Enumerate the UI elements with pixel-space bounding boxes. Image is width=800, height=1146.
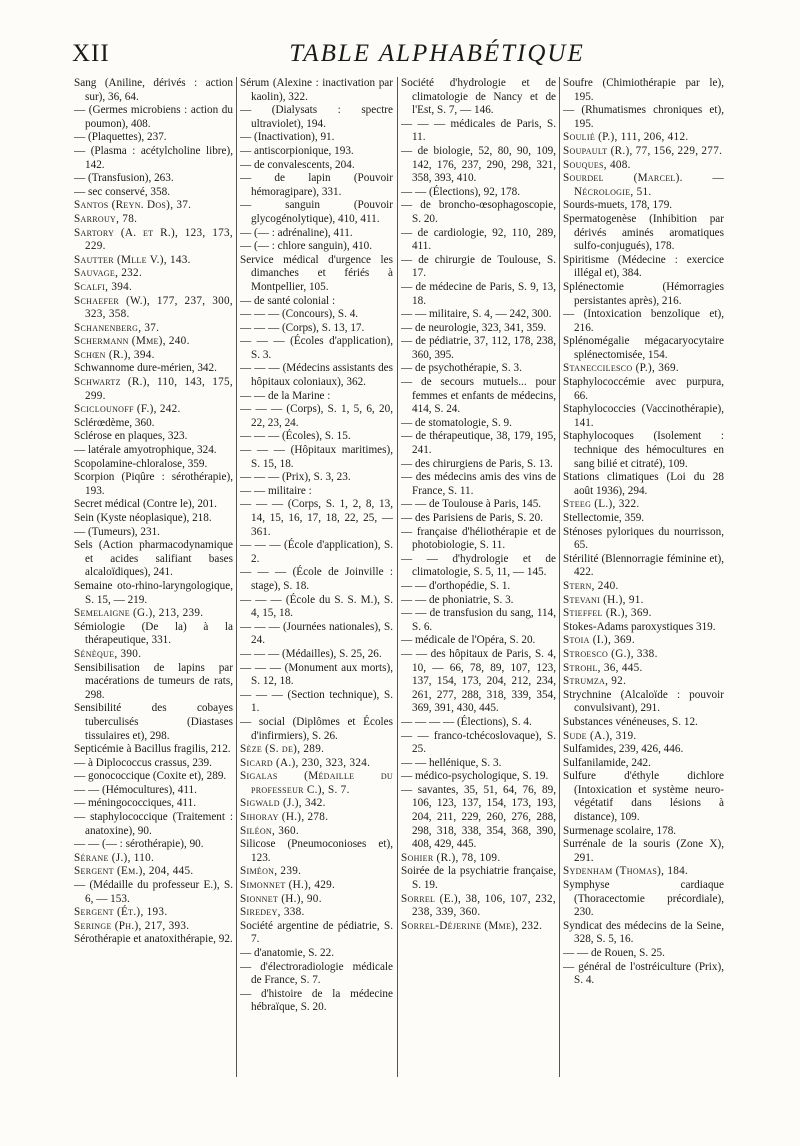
index-entry: — — (Hémocultures), 411. xyxy=(74,783,197,796)
index-entry: Sude (A.), 319. xyxy=(563,729,637,742)
index-entry: Schanenberg, 37. xyxy=(74,321,160,334)
index-entry: Stern, 240. xyxy=(563,579,619,592)
index-entry: — sanguin (Pouvoir glycogénolytique), 410, 411. xyxy=(240,199,393,225)
index-column-3 xyxy=(401,77,556,1077)
index-entry: — latérale amyotrophique, 324. xyxy=(74,444,217,457)
index-entry: Sergent (Em.), 204, 445. xyxy=(74,865,194,878)
index-entry: Sérothérapie et anatoxithérapie, 92. xyxy=(74,933,233,946)
index-entry: — (Intoxication benzolique et), 216. xyxy=(563,308,724,334)
index-entry: Strychnine (Alcaloïde : pouvoir convulsivant), 291. xyxy=(563,688,724,715)
index-entry: Sohier (R.), 78, 109. xyxy=(401,851,501,864)
index-entry: — — de Rouen, S. 25. xyxy=(563,947,665,959)
index-entry: Sartory (A. et R.), 123, 173, 229. xyxy=(74,226,233,253)
index-entry: Sourdel (Marcel). — Nécrologie, 51. xyxy=(563,172,724,198)
column-divider xyxy=(559,77,560,1077)
index-entry: Strumza, 92. xyxy=(563,675,627,688)
index-entry: Sensibilité des cobayes tuberculisés (Diastases tissulaires et), 298. xyxy=(74,702,233,742)
index-entry: — — — (Monument aux morts), S. 12, 18. xyxy=(240,661,393,688)
index-entry: Sergent (Ét.), 193. xyxy=(74,906,168,919)
index-entry: — des Parisiens de Paris, S. 20. xyxy=(401,512,544,524)
index-entry: Siredey, 338. xyxy=(240,906,305,919)
index-entry: — de neurologie, 323, 341, 359. xyxy=(401,321,547,334)
index-entry: Sulfanilamide, 242. xyxy=(563,756,651,769)
index-entry: Stations climatiques (Loi du 28 août 1936), 294. xyxy=(563,471,724,497)
index-entry: Staneccilesco (P.), 369. xyxy=(563,362,679,375)
page-header xyxy=(72,38,724,74)
index-entry: — de chirurgie de Toulouse, S. 17. xyxy=(401,253,556,280)
index-entry: Stoia (I.), 369. xyxy=(563,634,635,647)
index-entry: — — d'hydrologie et de climatologie, S. 5, 11, — 145. xyxy=(401,552,556,579)
index-entry: Steeg (L.), 322. xyxy=(563,498,640,511)
index-entry: — de stomatologie, S. 9. xyxy=(401,416,512,429)
index-entry: — — — (École du S. S. M.), S. 4, 15, 18. xyxy=(240,593,393,620)
index-entry: Société argentine de pédiatrie, S. 7. xyxy=(240,919,393,946)
index-entry: Schœn (R.), 394. xyxy=(74,348,155,361)
index-entry: — — — (École de Joinville : stage), S. 18. xyxy=(240,566,393,592)
index-entry: Stérilité (Blennorragie féminine et), 422. xyxy=(563,552,724,579)
index-entry: Stokes-Adams paroxystiques 319. xyxy=(563,620,716,633)
index-entry: — sec conservé, 358. xyxy=(74,185,170,198)
index-entry: — antiscorpionique, 193. xyxy=(240,144,354,157)
index-entry: — de convalescents, 204. xyxy=(240,158,355,171)
index-entry: — — de transfusion du sang, 114, S. 6. xyxy=(401,607,556,633)
index-entry: — — — — (Élections), S. 4. xyxy=(401,715,532,728)
index-entry: — de thérapeutique, 38, 179, 195, 241. xyxy=(401,430,556,457)
index-entry: — — — (Section technique), S. 1. xyxy=(240,688,393,715)
index-entry: — — de phoniatrie, S. 3. xyxy=(401,593,514,606)
index-entry: Sensibilisation de lapins par macérations de tumeurs de rats, 298. xyxy=(74,661,233,701)
index-entry: Sulfamides, 239, 426, 446. xyxy=(563,743,684,756)
index-entry: Sclérose en plaques, 323. xyxy=(74,430,188,443)
index-entry: — social (Diplômes et Écoles d'infirmiers), S. 26. xyxy=(240,715,393,742)
index-entry: — — — (École d'application), S. 2. xyxy=(240,539,393,565)
index-entry: Schwannome dure-mérien, 342. xyxy=(74,362,217,375)
index-entry: Syndicat des médecins de la Seine, 328, S. 5, 16. xyxy=(563,919,724,946)
index-entry: Sarrouy, 78. xyxy=(74,212,138,225)
index-entry: Sténoses pyloriques du nourrisson, 65. xyxy=(563,525,724,552)
index-entry: Stroesco (G.), 338. xyxy=(563,647,658,660)
index-entry: Staphylococcies (Vaccinothérapie), 141. xyxy=(563,403,724,429)
index-entry: Scopolamine-chloralose, 359. xyxy=(74,457,208,470)
index-entry: Secret médical (Contre le), 201. xyxy=(74,498,217,511)
index-entry: Seringe (Ph.), 217, 393. xyxy=(74,919,190,932)
index-entry: Sèze (S. de), 289. xyxy=(240,743,325,756)
index-entry: Soupault (R.), 77, 156, 229, 277. xyxy=(563,144,723,157)
index-entry: — médicale de l'Opéra, S. 20. xyxy=(401,634,536,647)
index-entry: Sang (Aniline, dérivés : action sur), 36, 64. xyxy=(74,77,233,103)
index-entry: Sénèque, 390. xyxy=(74,647,142,660)
index-column-4 xyxy=(563,77,724,1077)
index-entry: — d'électroradiologie médicale de France, S. 7. xyxy=(240,960,393,987)
index-entry: Sels (Action pharmacodynamique et acides salifiant bases alcaloïdiques), 241. xyxy=(74,539,233,579)
index-entry: — — des hôpitaux de Paris, S. 4, 10, — 66, 78, 89, 107, 123, 137, 154, 173, 204, 212, 234, 261, 277, 288, 318, 339, 354, 369, 391, 430, 445. xyxy=(401,647,556,715)
index-entry: Stevani (H.), 91. xyxy=(563,593,644,606)
index-entry: Splénomégalie mégacaryocytaire splénectomisée, 154. xyxy=(563,335,724,361)
index-entry: Silicose (Pneumoconioses et), 123. xyxy=(240,838,393,864)
index-entry: — — — (Prix), S. 3, 23. xyxy=(240,471,351,484)
index-entry: — — (Élections), 92, 178. xyxy=(401,185,521,198)
index-entry: — des médecins amis des vins de France, S. 11. xyxy=(401,471,556,497)
index-entry: — (Inactivation), 91. xyxy=(240,131,335,144)
index-entry: — française d'héliothérapie et de photobiologie, S. 11. xyxy=(401,525,556,552)
index-column-1 xyxy=(74,77,233,1077)
index-entry: Siléon, 360. xyxy=(240,824,299,837)
index-entry: Scorpion (Piqûre : sérothérapie), 193. xyxy=(74,471,233,497)
index-entry: Semelaigne (G.), 213, 239. xyxy=(74,607,204,620)
index-entry: — général de l'ostréiculture (Prix), S. 4. xyxy=(563,960,724,987)
index-entry: Substances vénéneuses, S. 12. xyxy=(563,715,698,728)
index-entry: Sorrel (E.), 38, 106, 107, 232, 238, 339, 360. xyxy=(401,892,556,919)
index-entry: — — — (Corps, S. 1, 2, 8, 13, 14, 15, 16, 17, 18, 22, 25, — 361. xyxy=(240,498,393,538)
index-entry: Strohl, 36, 445. xyxy=(563,661,643,674)
index-entry: — — — (Corps), S. 1, 5, 6, 20, 22, 23, 24. xyxy=(240,403,393,429)
index-entry: Sémiologie (De la) à la thérapeutique, 331. xyxy=(74,620,233,647)
index-entry: — — hellénique, S. 3. xyxy=(401,756,502,769)
index-entry: Société d'hydrologie et de climatologie de Nancy et de l'Est, S. 7, — 146. xyxy=(401,77,556,117)
index-entry: — — — (Journées nationales), S. 24. xyxy=(240,620,393,647)
index-entry: — (Dialysats : spectre ultraviolet), 194. xyxy=(240,104,393,130)
index-entry: Sulfure d'éthyle dichlore (Intoxication et système neuro-végétatif dans lésions à distance), 109. xyxy=(563,770,724,824)
index-entry: Stellectomie, 359. xyxy=(563,512,645,524)
index-entry: — gonococcique (Coxite et), 289. xyxy=(74,770,227,783)
index-entry: Siméon, 239. xyxy=(240,865,302,878)
index-entry: — de cardiologie, 92, 110, 289, 411. xyxy=(401,226,556,253)
index-entry: Spermatogenèse (Inhibition par dérivés aminés aromatiques sulfo-conjugués), 178. xyxy=(563,212,724,253)
index-entry: — de secours mutuels... pour femmes et enfants de médecins, 414, S. 24. xyxy=(401,376,556,416)
index-entry: Staphylocoques (Isolement : technique des hémocultures en sang bilié et citraté), 109. xyxy=(563,430,724,470)
index-entry: Sérane (J.), 110. xyxy=(74,851,155,864)
index-entry: Sein (Kyste néoplasique), 218. xyxy=(74,512,212,524)
index-entry: Sorrel-Déjerine (Mme), 232. xyxy=(401,919,543,932)
index-entry: — — (— : sérothérapie), 90. xyxy=(74,838,204,851)
index-entry: Surrénale de la souris (Zone X), 291. xyxy=(563,838,724,864)
page-title: TABLE ALPHABÉTIQUE xyxy=(289,40,585,67)
index-entry: Sydenham (Thomas), 184. xyxy=(563,865,689,878)
index-entry: — de biologie, 52, 80, 90, 109, 142, 176, 237, 290, 298, 321, 358, 393, 410. xyxy=(401,144,556,185)
index-entry: Septicémie à Bacillus fragilis, 212. xyxy=(74,743,231,756)
index-entry: Semaine oto-rhino-laryngologique, S. 15, — 219. xyxy=(74,579,233,606)
index-entry: Sihoray (H.), 278. xyxy=(240,811,329,824)
index-entry: — de psychothérapie, S. 3. xyxy=(401,362,522,375)
index-entry: Soirée de la psychiatrie française, S. 19. xyxy=(401,865,556,892)
index-entry: — (Plaquettes), 237. xyxy=(74,131,167,144)
index-entry: Souques, 408. xyxy=(563,158,631,171)
index-entry: Spiritisme (Médecine : exercice illégal et), 384. xyxy=(563,253,724,280)
index-entry: Symphyse cardiaque (Thoracectomie précordiale), 230. xyxy=(563,879,724,919)
index-entry: — — — (Hôpitaux maritimes), S. 15, 18. xyxy=(240,444,393,470)
index-entry: Santos (Reyn. Dos), 37. xyxy=(74,199,192,212)
index-entry: Schaefer (W.), 177, 237, 300, 323, 358. xyxy=(74,294,233,321)
index-entry: — — — (Écoles d'application), S. 3. xyxy=(240,335,393,361)
index-entry: — (Tumeurs), 231. xyxy=(74,525,160,538)
index-entry: Sigwald (J.), 342. xyxy=(240,797,326,810)
index-entry: Scalfi, 394. xyxy=(74,280,133,293)
index-entry: — (Transfusion), 263. xyxy=(74,172,174,185)
index-entry: — de broncho-œsophagoscopie, S. 20. xyxy=(401,199,556,225)
index-entry: — — de la Marine : xyxy=(240,389,331,402)
index-entry: — de médecine de Paris, S. 9, 13, 18. xyxy=(401,280,556,307)
index-entry: — — d'orthopédie, S. 1. xyxy=(401,579,511,592)
index-column-2 xyxy=(240,77,393,1077)
index-entry: — savantes, 35, 51, 64, 76, 89, 106, 123, 137, 154, 173, 193, 204, 211, 229, 260, 276, 288, 298, 318, 338, 354, 368, 390, 408, 429, 445. xyxy=(401,783,556,851)
index-entry: — d'anatomie, S. 22. xyxy=(240,947,334,959)
index-entry: Schwartz (R.), 110, 143, 175, 299. xyxy=(74,376,233,402)
index-entry: — — militaire, S. 4, — 242, 300. xyxy=(401,308,552,321)
index-entry: — — — (Médecins assistants des hôpitaux coloniaux), 362. xyxy=(240,362,393,389)
index-entry: Service médical d'urgence les dimanches et fériés à Montpellier, 105. xyxy=(240,253,393,293)
index-entry: — (Plasma : acétylcholine libre), 142. xyxy=(74,144,233,171)
page-number: XII xyxy=(72,40,110,67)
index-entry: — staphylococcique (Traitement : anatoxine), 90. xyxy=(74,811,233,837)
index-entry: — de santé colonial : xyxy=(240,294,336,307)
index-entry: Sigalas (Médaille du professeur C.), S. 7. xyxy=(240,770,393,796)
index-entry: — — — médicales de Paris, S. 11. xyxy=(401,117,556,144)
index-entry: — — franco-tchécoslovaque), S. 25. xyxy=(401,729,556,756)
index-entry: Soufre (Chimiothérapie par le), 195. xyxy=(563,77,724,103)
index-entry: Sérum (Alexine : inactivation par kaolin), 322. xyxy=(240,77,393,103)
index-entry: — — — (Médailles), S. 25, 26. xyxy=(240,647,382,660)
index-entry: Sciclounoff (F.), 242. xyxy=(74,403,181,416)
index-entry: — (Médaille du professeur E.), S. 6, — 153. xyxy=(74,879,233,905)
index-entry: Stieffel (R.), 369. xyxy=(563,607,652,620)
index-entry: — (— : adrénaline), 411. xyxy=(240,226,353,239)
index-entry: Surmenage scolaire, 178. xyxy=(563,824,677,837)
index-entry: Sautter (Mlle V.), 143. xyxy=(74,253,191,266)
index-entry: — méningococciques, 411. xyxy=(74,797,196,810)
index-entry: Sionnet (H.), 90. xyxy=(240,892,322,905)
index-entry: — — — (Écoles), S. 15. xyxy=(240,430,351,443)
index-entry: Soulié (P.), 111, 206, 412. xyxy=(563,131,689,144)
index-entry: — — militaire : xyxy=(240,484,312,497)
index-entry: — de pédiatrie, 37, 112, 178, 238, 360, 395. xyxy=(401,335,556,361)
index-entry: — à Diplococcus crassus, 239. xyxy=(74,756,212,769)
index-entry: — — de Toulouse à Paris, 145. xyxy=(401,498,542,511)
index-entry: — (Germes microbiens : action du poumon), 408. xyxy=(74,104,233,130)
index-entry: — d'histoire de la médecine hébraïque, S. 20. xyxy=(240,987,393,1014)
index-entry: — (— : chlore sanguin), 410. xyxy=(240,240,373,253)
index-entry: Sicard (A.), 230, 323, 324. xyxy=(240,756,371,769)
index-entry: Splénectomie (Hémorragies persistantes après), 216. xyxy=(563,280,724,307)
index-entry: — médico-psychologique, S. 19. xyxy=(401,770,549,783)
column-divider xyxy=(236,77,237,1077)
index-entry: Simonnet (H.), 429. xyxy=(240,879,336,892)
index-entry: — (Rhumatismes chroniques et), 195. xyxy=(563,104,724,130)
index-entry: — des chirurgiens de Paris, S. 13. xyxy=(401,457,553,470)
index-entry: — — — (Corps), S. 13, 17. xyxy=(240,321,365,334)
index-entry: Staphylococcémie avec purpura, 66. xyxy=(563,376,724,402)
index-entry: Sclérœdème, 360. xyxy=(74,416,155,429)
index-entry: Sourds-muets, 178, 179. xyxy=(563,199,673,212)
index-entry: Sauvage, 232. xyxy=(74,267,143,280)
index-entry: Schermann (Mme), 240. xyxy=(74,335,190,348)
column-divider xyxy=(397,77,398,1077)
index-entry: — — — (Concours), S. 4. xyxy=(240,308,359,321)
index-entry: — de lapin (Pouvoir hémoragipare), 331. xyxy=(240,172,393,198)
